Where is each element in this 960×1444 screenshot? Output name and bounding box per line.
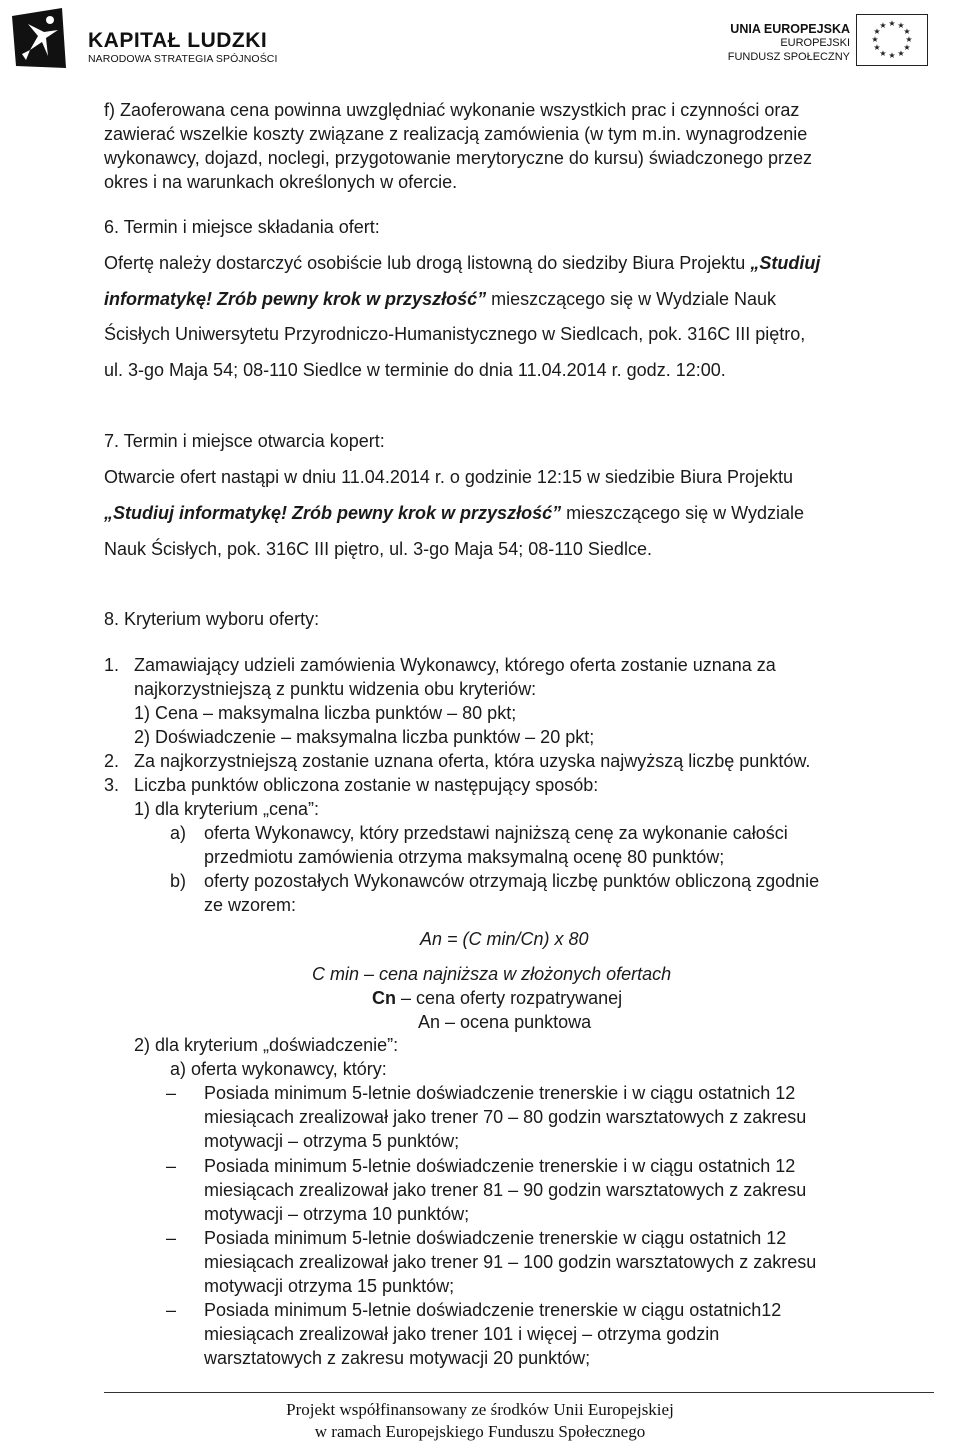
- sec6-heading: 6. Termin i miejsce składania ofert:: [104, 217, 380, 237]
- svg-text:★: ★: [873, 27, 881, 36]
- sec8-heading: 8. Kryterium wyboru oferty:: [104, 609, 320, 629]
- sec-f-line-3: wykonawcy, dojazd, noclegi, przygotowanie merytoryczne do kursu) świadczonego przez: [104, 148, 813, 168]
- text: Ofertę należy dostarczyć osobiście lub drogą listowną do siedziby Biura Projektu: [104, 253, 751, 273]
- dash-bullet: –: [166, 1228, 177, 1248]
- kapital-ludzki-wordmark: [88, 30, 278, 66]
- formula-def-cmin: C min – cena najniższa w złożonych ofertach: [312, 964, 672, 984]
- item-b-line-2: ze wzorem:: [204, 895, 297, 915]
- sec6-line-1: [104, 252, 820, 274]
- item-a-line-2: przedmiotu zamówienia otrzyma maksymalną ocenę 80 punktów;: [204, 847, 725, 867]
- point-3-text: Liczba punktów obliczona zostanie w następujący sposób:: [134, 775, 599, 795]
- svg-text:★: ★: [905, 35, 913, 44]
- item-b-line-1: oferty pozostałych Wykonawców otrzymają liczbę punktów obliczoną zgodnie: [204, 871, 820, 891]
- ue-line3: FUNDUSZ SPOŁECZNY: [727, 51, 850, 63]
- svg-text:★: ★: [871, 35, 879, 44]
- sec6-line-4: ul. 3-go Maja 54; 08-110 Siedlce w terminie do dnia 11.04.2014 r. godz. 12:00.: [104, 360, 726, 380]
- cn-symbol: Cn: [372, 988, 396, 1008]
- kapital-ludzki-logo: [8, 6, 92, 70]
- point-3-number: 3.: [104, 775, 120, 795]
- ue-title: UNIA EUROPEJSKA: [730, 22, 850, 36]
- footer-line-2: w ramach Europejskiego Funduszu Społecznego: [314, 1422, 646, 1441]
- dash-4-line-1: Posiada minimum 5-letnie doświadczenie trenerskie w ciągu ostatnich12: [204, 1300, 782, 1320]
- dash-2-line-3: motywacji – otrzyma 10 punktów;: [204, 1204, 470, 1224]
- experience-item-a: a) oferta wykonawcy, który:: [170, 1059, 387, 1079]
- formula-def-cn: [372, 987, 622, 1009]
- dash-2-line-2: miesiącach zrealizował jako trener 81 – 90 godzin warsztatowych z zakresu: [204, 1180, 807, 1200]
- kapital-ludzki-title: KAPITAŁ LUDZKI: [88, 29, 268, 52]
- sec6-line-3: Ścisłych Uniwersytetu Przyrodniczo-Humanistycznego w Siedlcach, pok. 316C III piętro,: [104, 324, 806, 344]
- sec-f-line-2: zawierać wszelkie koszty związane z realizacją zamówienia (w tym m.in. wynagrodzenie: [104, 124, 808, 144]
- experience-criterion-heading: 2) dla kryterium „doświadczenie”:: [134, 1035, 399, 1055]
- point-2-text: Za najkorzystniejszą zostanie uznana oferta, która uzyska najwyższą liczbę punktów.: [134, 751, 811, 771]
- dash-bullet: –: [166, 1083, 177, 1103]
- svg-text:★: ★: [879, 49, 887, 58]
- sec-f-line-1: [104, 99, 930, 121]
- sec7-heading: 7. Termin i miejsce otwarcia kopert:: [104, 431, 385, 451]
- svg-text:★: ★: [888, 19, 896, 28]
- point-1-number: 1.: [104, 655, 120, 675]
- dash-1-line-1: Posiada minimum 5-letnie doświadczenie trenerskie i w ciągu ostatnich 12: [204, 1083, 796, 1103]
- dash-1-line-3: motywacji – otrzyma 5 punktów;: [204, 1131, 460, 1151]
- item-b-label: b): [170, 871, 187, 891]
- sec7-line-1: Otwarcie ofert nastąpi w dniu 11.04.2014 r. o godzinie 12:15 w siedzibie Biura Projektu: [104, 467, 794, 487]
- svg-text:★: ★: [873, 43, 881, 52]
- ue-line2: EUROPEJSKI: [780, 37, 850, 49]
- svg-text:★: ★: [903, 27, 911, 36]
- text: – cena oferty rozpatrywanej: [396, 988, 623, 1008]
- text: mieszczącego się w Wydziale: [561, 503, 805, 523]
- sec6-line-2: [104, 288, 776, 310]
- ue-wordmark: [728, 22, 850, 64]
- dash-1-line-2: miesiącach zrealizował jako trener 70 – 80 godzin warsztatowych z zakresu: [204, 1107, 807, 1127]
- criterion-experience: 2) Doświadczenie – maksymalna liczba punktów – 20 pkt;: [134, 727, 595, 747]
- text: f) Zaoferowana cena powinna uwzględniać wykonanie wszystkich prac i czynności oraz: [104, 100, 800, 120]
- sec7-line-3: Nauk Ścisłych, pok. 316C III piętro, ul. 3-go Maja 54; 08-110 Siedlce.: [104, 539, 652, 559]
- point-1-line-1: Zamawiający udzieli zamówienia Wykonawcy, którego oferta zostanie uznana za: [134, 655, 776, 675]
- dash-3-line-1: Posiada minimum 5-letnie doświadczenie trenerskie w ciągu ostatnich 12: [204, 1228, 787, 1248]
- formula: An = (C min/Cn) x 80: [420, 929, 589, 949]
- svg-text:★: ★: [897, 21, 905, 30]
- dash-3-line-2: miesiącach zrealizował jako trener 91 – 100 godzin warsztatowych z zakresu: [204, 1252, 817, 1272]
- item-a-line-1: oferta Wykonawcy, który przedstawi najniższą cenę za wykonanie całości: [204, 823, 788, 843]
- project-name-part: Zrób pewny krok w przyszłość”: [212, 289, 487, 309]
- dash-bullet: –: [166, 1300, 177, 1320]
- dash-2-line-1: Posiada minimum 5-letnie doświadczenie trenerskie i w ciągu ostatnich 12: [204, 1156, 796, 1176]
- project-name-part: informatykę!: [104, 289, 213, 309]
- point-1-line-2: najkorzystniejszą z punktu widzenia obu kryteriów:: [134, 679, 537, 699]
- svg-text:★: ★: [879, 21, 887, 30]
- eu-flag-icon: [856, 14, 928, 66]
- dash-bullet: –: [166, 1156, 177, 1176]
- page-header: [0, 0, 960, 80]
- sec-f-line-4: okres i na warunkach określonych w ofercie.: [104, 172, 458, 192]
- project-name-part: „Studiuj informatykę!: [104, 503, 288, 523]
- footer-line-1: Projekt współfinansowany ze środków Unii Europejskiej: [286, 1400, 674, 1419]
- item-a-label: a): [170, 823, 187, 843]
- criterion-price: 1) Cena – maksymalna liczba punktów – 80 pkt;: [134, 703, 517, 723]
- dash-4-line-2: miesiącach zrealizował jako trener 101 i więcej – otrzyma godzin: [204, 1324, 720, 1344]
- dash-4-line-3: warsztatowych z zakresu motywacji 20 punktów;: [204, 1348, 591, 1368]
- price-criterion-heading: 1) dla kryterium „cena”:: [134, 799, 320, 819]
- svg-text:★: ★: [888, 51, 896, 60]
- point-2-number: 2.: [104, 751, 120, 771]
- project-name-part: „Studiuj: [750, 253, 821, 273]
- kapital-ludzki-subtitle: NARODOWA STRATEGIA SPÓJNOŚCI: [88, 53, 278, 65]
- svg-text:★: ★: [903, 43, 911, 52]
- footer-divider: [104, 1392, 934, 1393]
- text: mieszczącego się w Wydziale Nauk: [486, 289, 777, 309]
- formula-def-an: An – ocena punktowa: [418, 1012, 592, 1032]
- svg-text:★: ★: [897, 49, 905, 58]
- project-name-part: Zrób pewny krok w przyszłość”: [287, 503, 562, 523]
- sec7-line-2: [104, 502, 804, 524]
- dash-3-line-3: motywacji otrzyma 15 punktów;: [204, 1276, 455, 1296]
